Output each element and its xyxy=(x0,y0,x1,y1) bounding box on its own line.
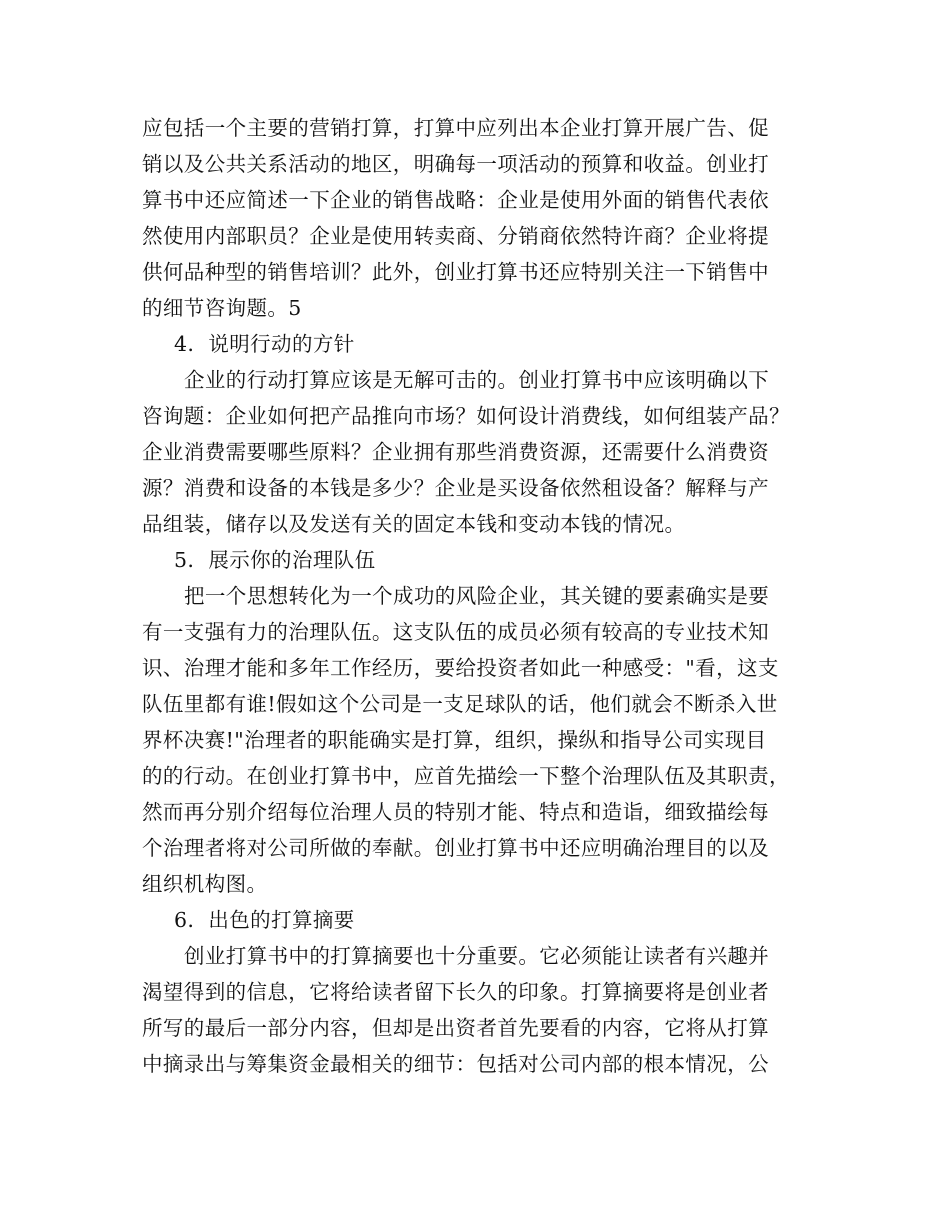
section-heading: 6．出色的打算摘要 xyxy=(174,908,355,932)
paragraph-line: 销以及公共关系活动的地区，明确每一项活动的预算和收益。创业打 xyxy=(142,152,769,176)
paragraph-line: 企业消费需要哪些原料？企业拥有那些消费资源，还需要什么消费资 xyxy=(142,440,769,464)
paragraph-line: 所写的最后一部分内容，但却是出资者首先要看的内容，它将从打算 xyxy=(142,1016,769,1040)
paragraph-line: 算书中还应简述一下企业的销售战略：企业是使用外面的销售代表依 xyxy=(142,188,769,212)
paragraph-line: 的的行动。在创业打算书中，应首先描绘一下整个治理队伍及其职责， xyxy=(142,764,790,788)
paragraph-line: 然使用内部职员？企业是使用转卖商、分销商依然特许商？企业将提 xyxy=(142,224,769,248)
paragraph-line: 队伍里都有谁!假如这个公司是一支足球队的话，他们就会不断杀入世 xyxy=(142,692,778,716)
paragraph-line: 识、治理才能和多年工作经历，要给投资者如此一种感受："看，这支 xyxy=(142,656,779,680)
paragraph-line: 应包括一个主要的营销打算，打算中应列出本企业打算开展广告、促 xyxy=(142,116,769,140)
paragraph-line: 企业的行动打算应该是无解可击的。创业打算书中应该明确以下 xyxy=(184,368,770,392)
section-heading: 4．说明行动的方针 xyxy=(174,332,355,356)
paragraph-line: 品组装，储存以及发送有关的固定本钱和变动本钱的情况。 xyxy=(142,512,686,536)
paragraph-line: 组织机构图。 xyxy=(142,872,268,896)
paragraph-line: 的细节咨询题。5 xyxy=(142,296,302,320)
paragraph-line: 供何品种型的销售培训？此外，创业打算书还应特别关注一下销售中 xyxy=(142,260,769,284)
paragraph-line: 渴望得到的信息，它将给读者留下长久的印象。打算摘要将是创业者 xyxy=(142,980,769,1004)
section-heading: 5．展示你的治理队伍 xyxy=(174,548,376,572)
paragraph-line: 个治理者将对公司所做的奉献。创业打算书中还应明确治理目的以及 xyxy=(142,836,769,860)
paragraph-line: 创业打算书中的打算摘要也十分重要。它必须能让读者有兴趣并 xyxy=(184,944,770,968)
paragraph-line: 把一个思想转化为一个成功的风险企业，其关键的要素确实是要 xyxy=(184,584,770,608)
paragraph-line: 中摘录出与筹集资金最相关的细节：包括对公司内部的根本情况，公 xyxy=(142,1052,769,1076)
paragraph-line: 界杯决赛!"治理者的职能确实是打算，组织，操纵和指导公司实现目 xyxy=(142,728,767,752)
paragraph-line: 咨询题：企业如何把产品推向市场？如何设计消费线，如何组装产品？ xyxy=(142,404,790,428)
paragraph-line: 然而再分别介绍每位治理人员的特别才能、特点和造诣，细致描绘每 xyxy=(142,800,769,824)
paragraph-line: 源？消费和设备的本钱是多少？企业是买设备依然租设备？解释与产 xyxy=(142,476,769,500)
paragraph-line: 有一支强有力的治理队伍。这支队伍的成员必须有较高的专业技术知 xyxy=(142,620,769,644)
